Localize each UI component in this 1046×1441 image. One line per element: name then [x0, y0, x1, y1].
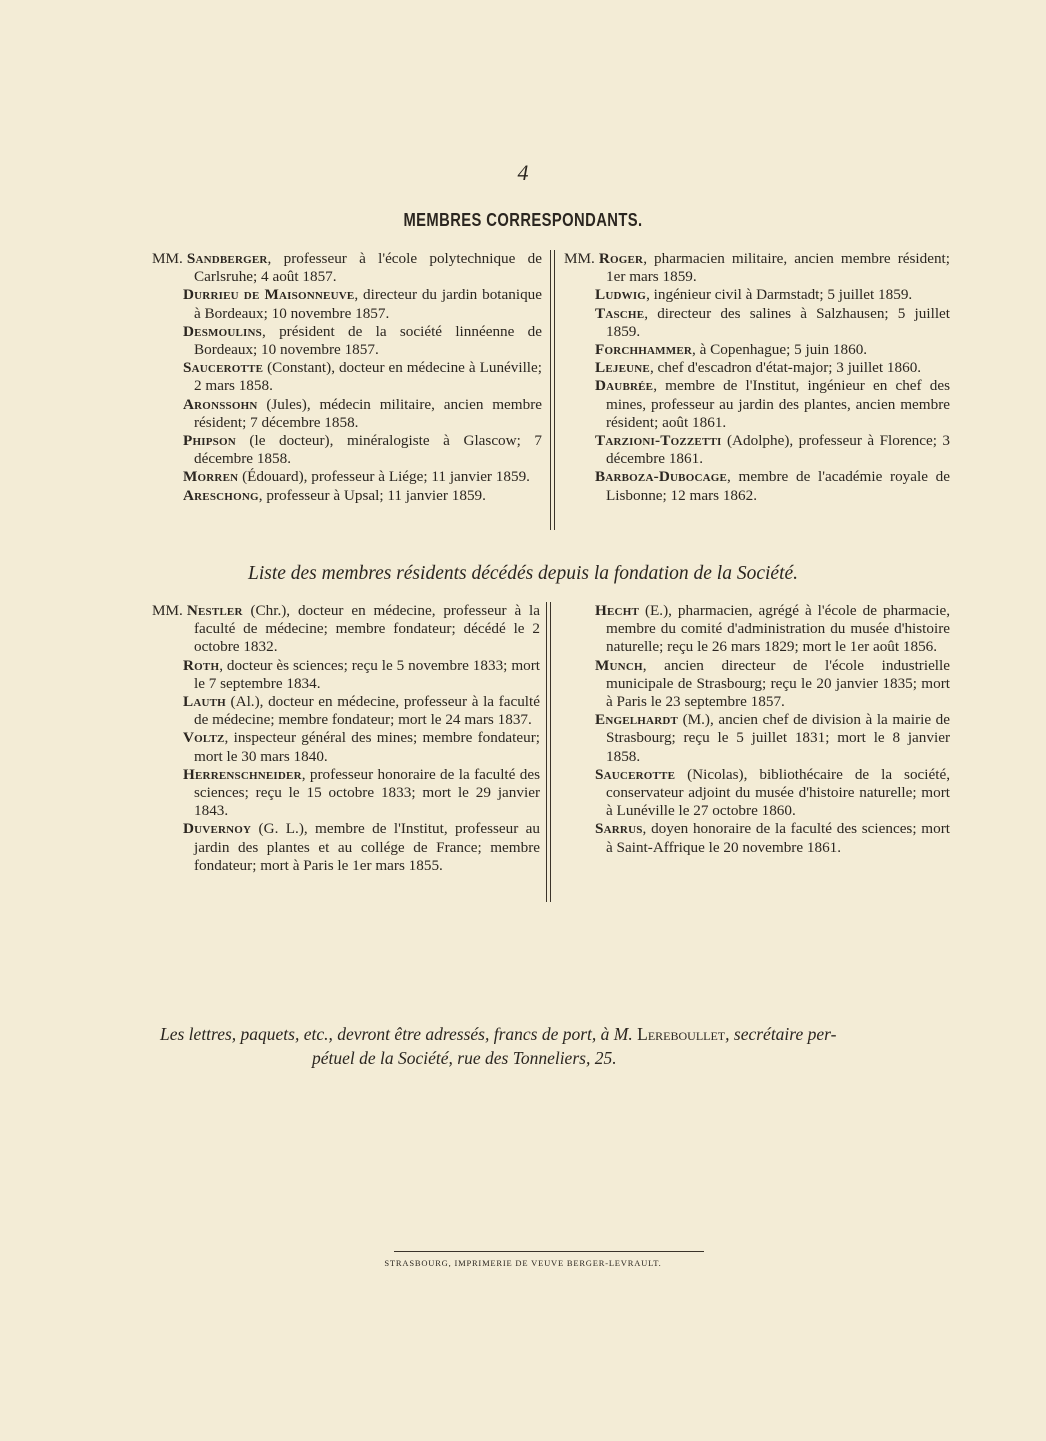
member-entry: [564, 305, 950, 341]
member-name: Tasche: [595, 304, 645, 322]
member-entry: [152, 820, 540, 875]
member-details: (Jules), médecin militaire, ancien membre résident; 7 décembre 1858.: [194, 395, 542, 431]
member-entry: [152, 359, 542, 395]
column-divider: [546, 602, 547, 902]
member-name: Aronssohn: [183, 395, 258, 413]
honorific-prefix: MM.: [564, 250, 595, 267]
member-details: (Édouard), professeur à Liége; 11 janvier 1859.: [238, 468, 530, 486]
honorific-prefix: MM.: [152, 602, 183, 619]
member-details: , membre de l'Institut, ingénieur en chef des mines, professeur au jardin des plantes, ancien membre résident; août 1861.: [606, 377, 950, 431]
member-details: , ancien directeur de l'école industrielle municipale de Strasbourg; reçu le 20 janvier 1835; mort à Paris le 23 septembre 1857.: [606, 656, 950, 711]
member-name: Daubrée: [595, 377, 654, 395]
correspondence-notice: [160, 1022, 955, 1070]
column-divider: [550, 250, 551, 530]
member-details: , doyen honoraire de la faculté des sciences; mort à Saint-Affrique le 20 novembre 1861.: [606, 820, 950, 856]
notice-text: Les lettres, paquets, etc., devront être adressés, francs de port, à M.: [160, 1024, 638, 1044]
member-details: , inspecteur général des mines; membre fondateur; mort le 30 mars 1840.: [194, 729, 540, 765]
member-entry: [564, 341, 950, 359]
member-name: Morren: [183, 468, 239, 486]
member-name: Sandberger: [186, 250, 268, 267]
member-name: Desmoulins: [183, 322, 262, 340]
member-entry: [564, 711, 950, 766]
printer-imprint: STRASBOURG, IMPRIMERIE DE VEUVE BERGER-LEVRAULT.: [384, 1258, 662, 1268]
member-entry: [152, 396, 542, 432]
member-entry: [152, 693, 540, 729]
member-entry: [564, 286, 950, 304]
member-entry: [564, 820, 950, 856]
member-entry: [152, 729, 540, 765]
member-details: , professeur honoraire de la faculté des sciences; reçu le 15 octobre 1833; mort le 29 janvier 1843.: [194, 765, 540, 820]
member-entry: [152, 487, 542, 505]
member-entry: [564, 250, 950, 286]
member-name: Phipson: [183, 432, 236, 450]
member-name: Voltz: [183, 729, 225, 747]
member-details: (Constant), docteur en médecine à Lunéville; 2 mars 1858.: [194, 359, 542, 395]
member-details: , pharmacien militaire, ancien membre résident; 1er mars 1859.: [606, 250, 950, 286]
member-name: Forchhammer: [595, 341, 693, 359]
member-details: , à Copenhague; 5 juin 1860.: [692, 341, 868, 359]
member-name: Herrenschneider: [183, 765, 302, 783]
member-name: Barboza-Dubocage: [595, 468, 728, 486]
member-details: , directeur des salines à Salzhausen; 5 juillet 1859.: [606, 304, 950, 340]
member-entry: [152, 432, 542, 468]
member-details: (Al.), docteur en médecine, professeur à la faculté de médecine; membre fondateur; mort le 24 mars 1837.: [194, 693, 540, 729]
member-details: (le docteur), minéralogiste à Glascow; 7 décembre 1858.: [194, 432, 542, 468]
member-details: , docteur ès sciences; reçu le 5 novembre 1833; mort le 7 septembre 1834.: [194, 656, 540, 692]
member-entry: [152, 657, 540, 693]
member-name: Hecht: [595, 602, 639, 619]
member-entry: [152, 250, 542, 286]
member-details: (Adolphe), professeur à Florence; 3 décembre 1861.: [606, 432, 950, 468]
member-entry: [564, 766, 950, 821]
notice-address: pétuel de la Société, rue des Tonneliers, 25.: [312, 1048, 617, 1068]
secretary-name: Lereboullet: [637, 1024, 726, 1044]
member-name: Saucerotte: [183, 359, 264, 377]
member-details: , directeur du jardin botanique à Bordeaux; 10 novembre 1857.: [194, 286, 543, 322]
member-name: Sarrus: [595, 820, 643, 838]
member-entry: [564, 432, 950, 468]
member-entry: [152, 323, 542, 359]
member-entry: [564, 468, 950, 504]
footer-rule: [394, 1251, 704, 1252]
member-name: Saucerotte: [595, 765, 676, 783]
column-divider: [554, 250, 555, 530]
member-details: , professeur à l'école polytechnique de Carlsruhe; 4 août 1857.: [194, 250, 542, 286]
member-details: (Nicolas), bibliothécaire de la société, conservateur adjoint du musée d'histoire naturelle; mort à Lunéville le 27 octobre 1860.: [606, 765, 950, 820]
member-name: Duvernoy: [183, 820, 252, 838]
member-entry: [152, 286, 542, 322]
member-entry: [564, 359, 950, 377]
member-entry: [564, 602, 950, 657]
decedes-heading: Liste des membres résidents décédés depuis la fondation de la Société.: [247, 563, 799, 584]
member-name: Engelhardt: [595, 711, 679, 729]
member-name: Durrieu de Maisonneuve: [183, 286, 355, 304]
page-number: 4: [517, 160, 529, 185]
member-name: Munch: [595, 656, 643, 674]
member-name: Roth: [183, 656, 220, 674]
honorific-prefix: MM.: [152, 250, 183, 267]
member-details: , chef d'escadron d'état-major; 3 juillet 1860.: [649, 359, 922, 377]
member-details: , président de la société linnéenne de Bordeaux; 10 novembre 1857.: [194, 322, 542, 359]
member-details: (Chr.), docteur en médecine, professeur à la faculté de médecine; membre fondateur; décédé le 2 octobre 1832.: [194, 602, 540, 656]
member-details: , ingénieur civil à Darmstadt; 5 juillet 1859.: [646, 286, 913, 304]
member-entry: [152, 766, 540, 821]
decedes-left-column: [152, 602, 540, 875]
member-details: (E.), pharmacien, agrégé à l'école de pharmacie, membre du comité d'administration du musée d'histoire naturelle; reçu le 26 mars 1829; mort le 1er août 1856.: [606, 602, 950, 656]
notice-text: , secrétaire per-: [725, 1024, 837, 1044]
decedes-right-column: [564, 602, 950, 857]
member-name: Tarzioni-Tozzetti: [595, 432, 722, 450]
member-entry: [152, 468, 542, 486]
correspondants-heading: MEMBRES CORRESPONDANTS.: [403, 210, 643, 230]
member-name: Nestler: [186, 602, 243, 619]
member-details: , membre de l'académie royale de Lisbonne; 12 mars 1862.: [606, 468, 950, 504]
member-entry: [564, 657, 950, 712]
correspondants-right-column: [564, 250, 950, 505]
member-name: Ludwig: [595, 286, 647, 304]
member-details: (M.), ancien chef de division à la mairie de Strasbourg; reçu le 5 juillet 1831; mort le 8 janvier 1858.: [606, 711, 950, 765]
member-name: Roger: [598, 250, 644, 267]
member-entry: [152, 602, 540, 657]
member-name: Lejeune: [595, 359, 650, 377]
member-details: , professeur à Upsal; 11 janvier 1859.: [258, 486, 486, 504]
member-name: Lauth: [183, 693, 226, 711]
member-name: Areschong: [183, 486, 259, 504]
member-entry: [564, 377, 950, 432]
member-details: (G. L.), membre de l'Institut, professeur au jardin des plantes et au collége de France; membre fondateur; mort à Paris le 1er mars 1855.: [194, 820, 540, 874]
correspondants-left-column: [152, 250, 542, 505]
column-divider: [550, 602, 551, 902]
